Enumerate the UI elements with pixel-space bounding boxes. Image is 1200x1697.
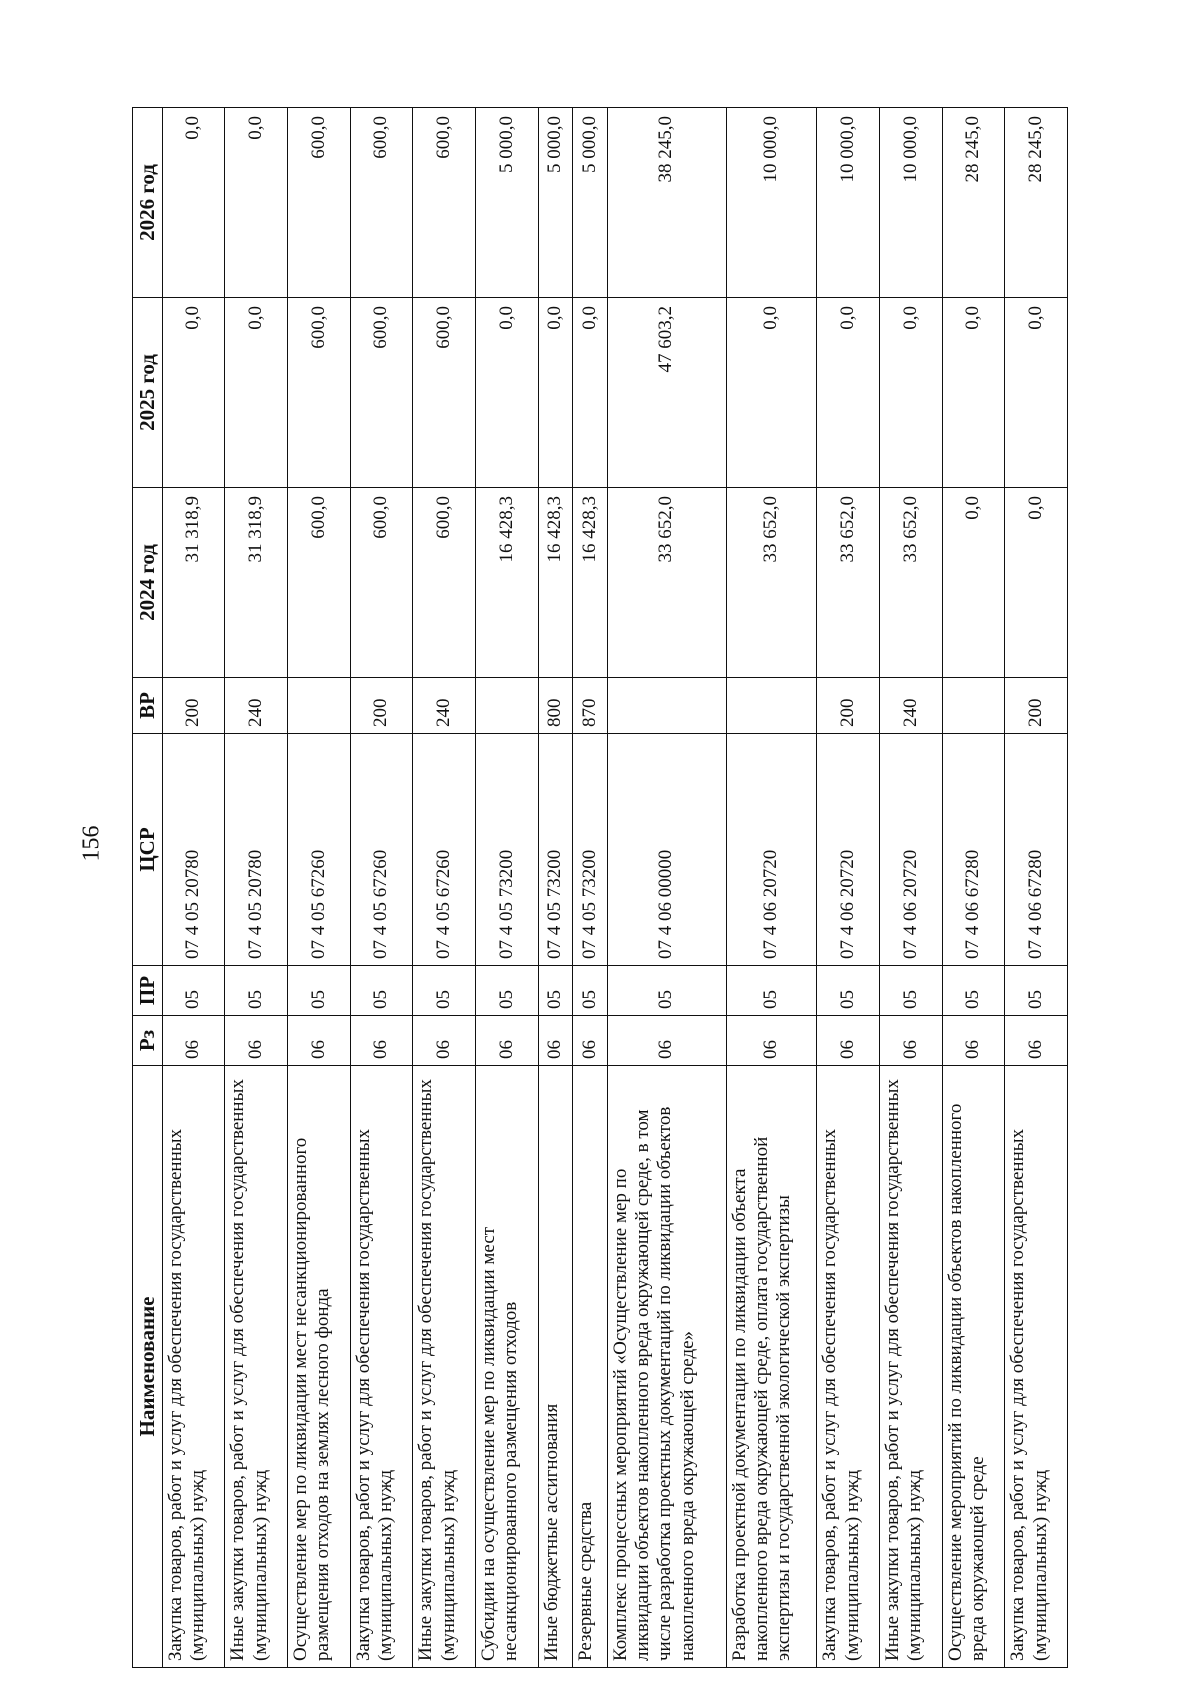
table-row bbox=[817, 108, 880, 1668]
table-row bbox=[162, 108, 225, 1668]
cell-vr: 200 bbox=[162, 678, 225, 734]
cell-2026: 0,0 bbox=[162, 108, 225, 298]
cell-2026: 5 000,0 bbox=[538, 108, 572, 298]
cell-2025: 0,0 bbox=[879, 298, 942, 488]
cell-2024: 31 318,9 bbox=[162, 488, 225, 678]
cell-2025: 0,0 bbox=[1005, 298, 1068, 488]
cell-csr: 07 4 05 67260 bbox=[413, 734, 476, 966]
cell-2024: 0,0 bbox=[942, 488, 1005, 678]
cell-2026: 28 245,0 bbox=[942, 108, 1005, 298]
cell-2025: 0,0 bbox=[942, 298, 1005, 488]
table-row bbox=[879, 108, 942, 1668]
cell-vr: 240 bbox=[225, 678, 288, 734]
cell-2024: 33 652,0 bbox=[607, 488, 726, 678]
cell-csr: 07 4 05 20780 bbox=[162, 734, 225, 966]
cell-pr: 05 bbox=[726, 966, 817, 1016]
cell-vr: 870 bbox=[573, 678, 607, 734]
table-row bbox=[288, 108, 351, 1668]
cell-2026: 5 000,0 bbox=[573, 108, 607, 298]
cell-vr: 800 bbox=[538, 678, 572, 734]
budget-table bbox=[132, 107, 1068, 1668]
table-row bbox=[350, 108, 413, 1668]
cell-rz: 06 bbox=[413, 1016, 476, 1066]
cell-csr: 07 4 05 67260 bbox=[350, 734, 413, 966]
cell-vr bbox=[607, 678, 726, 734]
cell-pr: 05 bbox=[879, 966, 942, 1016]
cell-name: Иные закупки товаров, работ и услуг для обеспечения государственных (муниципальных) нужд bbox=[879, 1066, 942, 1668]
cell-2026: 28 245,0 bbox=[1005, 108, 1068, 298]
cell-pr: 05 bbox=[413, 966, 476, 1016]
cell-pr: 05 bbox=[225, 966, 288, 1016]
cell-vr bbox=[726, 678, 817, 734]
cell-2025: 0,0 bbox=[573, 298, 607, 488]
cell-2024: 600,0 bbox=[350, 488, 413, 678]
cell-name: Закупка товаров, работ и услуг для обеспечения государственных (муниципальных) нужд bbox=[350, 1066, 413, 1668]
cell-name: Комплекс процессных мероприятий «Осуществление мер по ликвидации объектов накопленного вреда окружающей среде, в том числе разработка проектных документаций по ликвидации объектов накопленного вреда окружающей среде» bbox=[607, 1066, 726, 1668]
table-row bbox=[573, 108, 607, 1668]
cell-name: Осуществление мероприятий по ликвидации объектов накопленного вреда окружающей среде bbox=[942, 1066, 1005, 1668]
header-pr: ПР bbox=[133, 966, 163, 1016]
cell-csr: 07 4 06 67280 bbox=[1005, 734, 1068, 966]
table-row bbox=[538, 108, 572, 1668]
table-row bbox=[475, 108, 538, 1668]
cell-rz: 06 bbox=[350, 1016, 413, 1066]
table-row bbox=[1005, 108, 1068, 1668]
cell-2026: 0,0 bbox=[225, 108, 288, 298]
table-row bbox=[942, 108, 1005, 1668]
cell-2025: 0,0 bbox=[475, 298, 538, 488]
header-2024: 2024 год bbox=[133, 488, 163, 678]
cell-rz: 06 bbox=[573, 1016, 607, 1066]
cell-name: Закупка товаров, работ и услуг для обеспечения государственных (муниципальных) нужд bbox=[1005, 1066, 1068, 1668]
cell-pr: 05 bbox=[350, 966, 413, 1016]
cell-2024: 16 428,3 bbox=[573, 488, 607, 678]
cell-pr: 05 bbox=[475, 966, 538, 1016]
cell-vr: 200 bbox=[350, 678, 413, 734]
cell-csr: 07 4 05 73200 bbox=[538, 734, 572, 966]
cell-pr: 05 bbox=[538, 966, 572, 1016]
cell-2026: 10 000,0 bbox=[879, 108, 942, 298]
cell-2025: 600,0 bbox=[413, 298, 476, 488]
header-vr: ВР bbox=[133, 678, 163, 734]
table-body bbox=[162, 108, 1067, 1668]
cell-rz: 06 bbox=[288, 1016, 351, 1066]
cell-2024: 16 428,3 bbox=[538, 488, 572, 678]
cell-vr bbox=[942, 678, 1005, 734]
table-row bbox=[225, 108, 288, 1668]
cell-2025: 0,0 bbox=[162, 298, 225, 488]
cell-2024: 31 318,9 bbox=[225, 488, 288, 678]
cell-rz: 06 bbox=[162, 1016, 225, 1066]
cell-csr: 07 4 05 67260 bbox=[288, 734, 351, 966]
header-2026: 2026 год bbox=[133, 108, 163, 298]
cell-2026: 38 245,0 bbox=[607, 108, 726, 298]
cell-pr: 05 bbox=[1005, 966, 1068, 1016]
cell-name: Закупка товаров, работ и услуг для обеспечения государственных (муниципальных) нужд bbox=[817, 1066, 880, 1668]
cell-pr: 05 bbox=[573, 966, 607, 1016]
cell-vr bbox=[475, 678, 538, 734]
cell-rz: 06 bbox=[607, 1016, 726, 1066]
page-number: 156 bbox=[78, 825, 105, 862]
cell-rz: 06 bbox=[538, 1016, 572, 1066]
cell-name: Закупка товаров, работ и услуг для обеспечения государственных (муниципальных) нужд bbox=[162, 1066, 225, 1668]
table-row bbox=[607, 108, 726, 1668]
cell-2025: 47 603,2 bbox=[607, 298, 726, 488]
cell-2025: 0,0 bbox=[817, 298, 880, 488]
cell-2024: 600,0 bbox=[288, 488, 351, 678]
cell-2026: 10 000,0 bbox=[726, 108, 817, 298]
cell-pr: 05 bbox=[288, 966, 351, 1016]
cell-name: Разработка проектной документации по ликвидации объекта накопленного вреда окружающей среде, оплата государственной экспертизы и государственной экологической экспертизы bbox=[726, 1066, 817, 1668]
cell-2024: 16 428,3 bbox=[475, 488, 538, 678]
cell-rz: 06 bbox=[1005, 1016, 1068, 1066]
header-name: Наименование bbox=[133, 1066, 163, 1668]
cell-csr: 07 4 05 20780 bbox=[225, 734, 288, 966]
cell-name: Субсидии на осуществление мер по ликвидации мест несанкционированного размещения отходов bbox=[475, 1066, 538, 1668]
cell-vr: 200 bbox=[817, 678, 880, 734]
cell-name: Иные бюджетные ассигнования bbox=[538, 1066, 572, 1668]
cell-csr: 07 4 05 73200 bbox=[475, 734, 538, 966]
header-rz: Рз bbox=[133, 1016, 163, 1066]
cell-name: Иные закупки товаров, работ и услуг для обеспечения государственных (муниципальных) нужд bbox=[413, 1066, 476, 1668]
cell-rz: 06 bbox=[942, 1016, 1005, 1066]
cell-2026: 600,0 bbox=[413, 108, 476, 298]
cell-2026: 600,0 bbox=[350, 108, 413, 298]
cell-2025: 600,0 bbox=[288, 298, 351, 488]
cell-rz: 06 bbox=[475, 1016, 538, 1066]
cell-pr: 05 bbox=[607, 966, 726, 1016]
cell-rz: 06 bbox=[879, 1016, 942, 1066]
cell-2026: 600,0 bbox=[288, 108, 351, 298]
budget-table-container bbox=[132, 108, 1068, 1668]
cell-name: Иные закупки товаров, работ и услуг для обеспечения государственных (муниципальных) нужд bbox=[225, 1066, 288, 1668]
table-header-row bbox=[133, 108, 163, 1668]
cell-csr: 07 4 05 73200 bbox=[573, 734, 607, 966]
header-2025: 2025 год bbox=[133, 298, 163, 488]
cell-vr: 240 bbox=[413, 678, 476, 734]
cell-2024: 33 652,0 bbox=[726, 488, 817, 678]
cell-2025: 0,0 bbox=[726, 298, 817, 488]
cell-2024: 0,0 bbox=[1005, 488, 1068, 678]
cell-csr: 07 4 06 00000 bbox=[607, 734, 726, 966]
cell-csr: 07 4 06 20720 bbox=[879, 734, 942, 966]
cell-2024: 600,0 bbox=[413, 488, 476, 678]
cell-name: Осуществление мер по ликвидации мест несанкционированного размещения отходов на землях лесного фонда bbox=[288, 1066, 351, 1668]
table-row bbox=[413, 108, 476, 1668]
cell-pr: 05 bbox=[817, 966, 880, 1016]
cell-pr: 05 bbox=[942, 966, 1005, 1016]
cell-rz: 06 bbox=[726, 1016, 817, 1066]
cell-csr: 07 4 06 67280 bbox=[942, 734, 1005, 966]
cell-2026: 10 000,0 bbox=[817, 108, 880, 298]
cell-2026: 5 000,0 bbox=[475, 108, 538, 298]
cell-2025: 600,0 bbox=[350, 298, 413, 488]
cell-csr: 07 4 06 20720 bbox=[726, 734, 817, 966]
header-csr: ЦСР bbox=[133, 734, 163, 966]
cell-2024: 33 652,0 bbox=[817, 488, 880, 678]
cell-rz: 06 bbox=[225, 1016, 288, 1066]
table-row bbox=[726, 108, 817, 1668]
cell-2025: 0,0 bbox=[538, 298, 572, 488]
cell-name: Резервные средства bbox=[573, 1066, 607, 1668]
cell-rz: 06 bbox=[817, 1016, 880, 1066]
cell-2024: 33 652,0 bbox=[879, 488, 942, 678]
cell-vr: 240 bbox=[879, 678, 942, 734]
cell-2025: 0,0 bbox=[225, 298, 288, 488]
cell-pr: 05 bbox=[162, 966, 225, 1016]
cell-vr: 200 bbox=[1005, 678, 1068, 734]
cell-vr bbox=[288, 678, 351, 734]
cell-csr: 07 4 06 20720 bbox=[817, 734, 880, 966]
